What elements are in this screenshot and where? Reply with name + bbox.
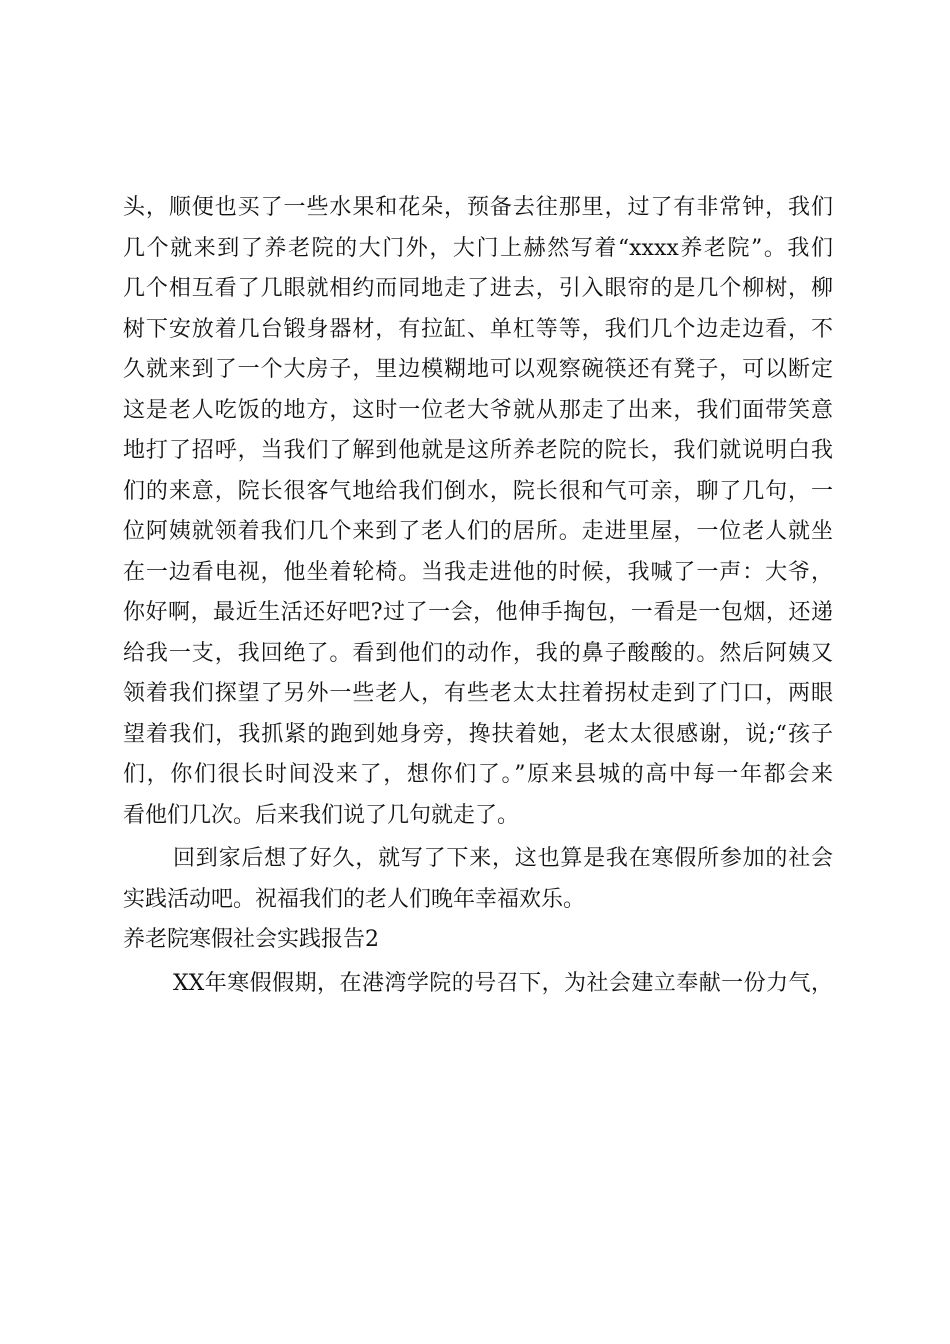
text-line: 久就来到了一个大房子，里边模糊地可以观察碗筷还有凳子，可以断定: [123, 357, 833, 382]
text-line: 头，顺便也买了一些水果和花朵，预备去往那里，过了有非常钟，我们: [123, 195, 833, 220]
text-line: 们，你们很长时间没来了，想你们了。”原来县城的高中每一年都会来: [123, 762, 833, 787]
text-line: 回到家后想了好久，就写了下来，这也算是我在寒假所参加的社会: [173, 846, 833, 871]
text-line: 几个相互看了几眼就相约而同地走了进去，引入眼帘的是几个柳树，柳: [123, 276, 833, 301]
text-line: XX年寒假假期，在港湾学院的号召下，为社会建立奉献一份力气，: [173, 970, 833, 996]
text-line: 实践活动吧。祝福我们的老人们晚年幸福欢乐。: [123, 886, 586, 912]
section-heading: 养老院寒假社会实践报告2: [123, 927, 379, 952]
text-line: 位阿姨就领着我们几个来到了老人们的居所。走进里屋，一位老人就坐: [123, 519, 833, 544]
text-line: 你好啊，最近生活还好吧?过了一会，他伸手掏包，一看是一包烟，还递: [123, 600, 833, 625]
text-line: 这是老人吃饭的地方，这时一位老大爷就从那走了出来，我们面带笑意: [123, 397, 833, 423]
document-body: [123, 188, 833, 1004]
text-line: 给我一支，我回绝了。看到他们的动作，我的鼻子酸酸的。然后阿姨又: [123, 640, 833, 666]
text-line: 望着我们，我抓紧的跑到她身旁，搀扶着她，老太太很感谢，说;“孩子: [123, 721, 833, 747]
text-line: 看他们几次。后来我们说了几句就走了。: [123, 802, 520, 828]
text-line: 领着我们探望了另外一些老人，有些老太太拄着拐杖走到了门口，两眼: [123, 681, 833, 706]
text-line: 在一边看电视，他坐着轮椅。当我走进他的时候，我喊了一声：大爷，: [123, 559, 833, 585]
text-line: 们的来意，院长很客气地给我们倒水，院长很和气可亲，聊了几句，一: [123, 478, 833, 504]
paragraph-visit-story: [123, 188, 833, 836]
text-line: 几个就来到了养老院的大门外，大门上赫然写着“xxxx养老院”。我们: [123, 235, 833, 261]
text-line: 树下安放着几台锻身器材，有拉缸、单杠等等，我们几个边走边看，不: [123, 316, 833, 342]
paragraph-report-2-intro: [123, 964, 833, 1005]
text-line: 地打了招呼，当我们了解到他就是这所养老院的院长，我们就说明白我: [123, 438, 833, 463]
paragraph-reflection: [123, 839, 833, 920]
